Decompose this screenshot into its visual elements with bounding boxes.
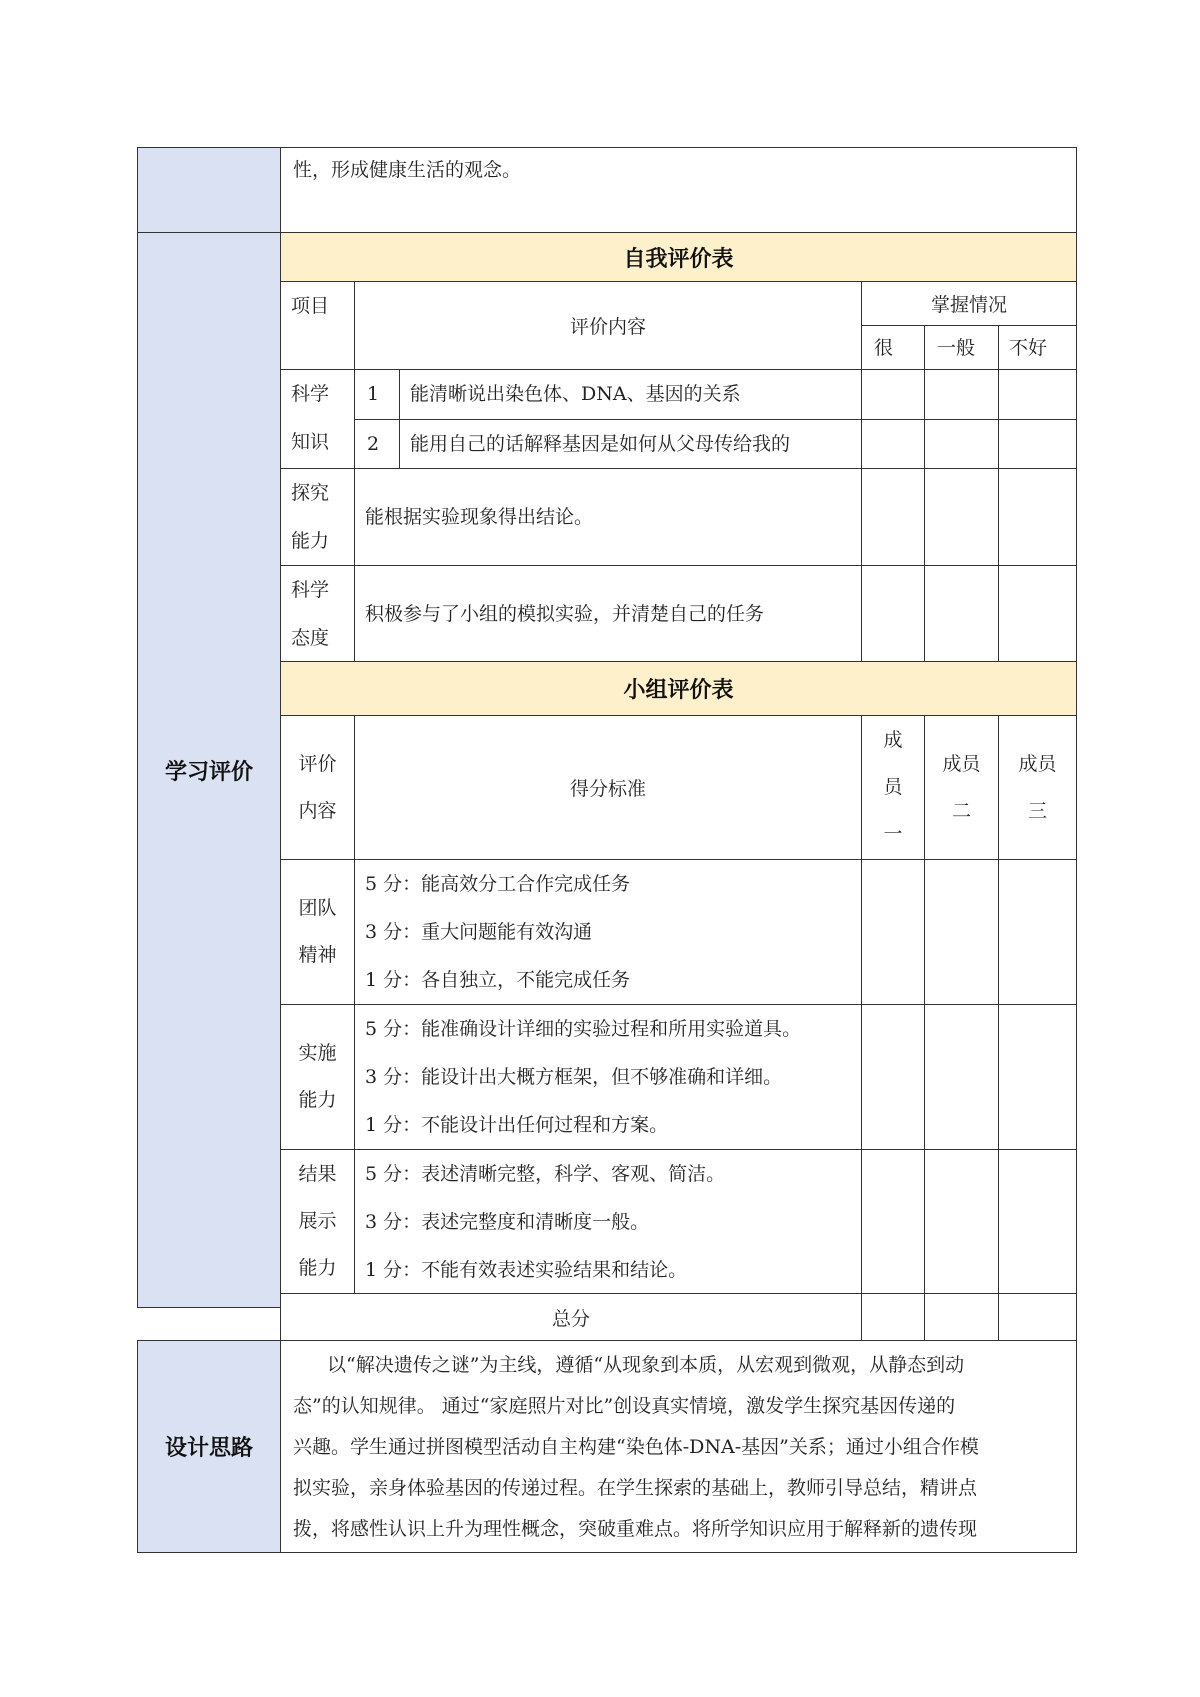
learning-eval-label: 学习评价 [137, 232, 281, 1308]
self-item-number: 1 [354, 369, 400, 420]
score-cell[interactable] [924, 1004, 999, 1150]
self-item-text: 能清晰说出染色体、DNA、基因的关系 [399, 369, 862, 420]
member-one-header: 成 员 一 [861, 715, 925, 860]
self-row-text: 能根据实验现象得出结论。 [354, 468, 862, 566]
top-side-cell [137, 147, 281, 233]
self-col-item: 项目 [280, 281, 355, 370]
group-row-criteria: 5 分：表述清晰完整，科学、客观、简洁。 3 分：表述完整度和清晰度一般。 1 分：不能有效表述实验结果和结论。 [354, 1149, 862, 1294]
rating-cell[interactable] [861, 565, 925, 662]
rating-cell[interactable] [861, 369, 925, 420]
total-cell[interactable] [861, 1293, 925, 1341]
group-col-criteria: 得分标准 [354, 715, 862, 860]
rating-cell[interactable] [924, 468, 999, 566]
self-eval-title: 自我评价表 [280, 232, 1077, 282]
score-cell[interactable] [861, 1149, 925, 1294]
total-cell[interactable] [924, 1293, 999, 1341]
design-text-cell [280, 1340, 1077, 1553]
rating-cell[interactable] [998, 369, 1077, 420]
score-cell[interactable] [998, 859, 1077, 1005]
rating-cell[interactable] [998, 565, 1077, 662]
mastery-level-poor: 不好 [998, 325, 1077, 370]
total-cell[interactable] [998, 1293, 1077, 1341]
member-three-header: 成员 三 [998, 715, 1077, 860]
score-cell[interactable] [861, 859, 925, 1005]
top-content-cell [280, 147, 1077, 233]
self-item-text: 能用自己的话解释基因是如何从父母传给我的 [399, 419, 862, 469]
self-col-mastery: 掌握情况 [861, 281, 1077, 326]
self-row-text: 积极参与了小组的模拟实验，并清楚自己的任务 [354, 565, 862, 662]
score-cell[interactable] [924, 1149, 999, 1294]
mastery-level-average: 一般 [924, 325, 999, 370]
group-row-category: 结果 展示 能力 [280, 1149, 355, 1294]
self-col-content: 评价内容 [354, 281, 862, 370]
rating-cell[interactable] [924, 369, 999, 420]
member-two-header: 成员 二 [924, 715, 999, 860]
design-line: 以“解决遗传之谜”为主线，遵循“从现象到本质，从宏观到微观，从静态到动 [327, 1354, 965, 1376]
rating-cell[interactable] [998, 468, 1077, 566]
design-line: 拨，将感性认识上升为理性概念，突破重难点。将所学知识应用于解释新的遗传现 [293, 1518, 978, 1540]
design-line: 兴趣。学生通过拼图模型活动自主构建“染色体-DNA-基因”关系；通过小组合作模 [293, 1436, 979, 1458]
self-row-category: 科学 知识 [280, 369, 355, 469]
design-line: 态”的认知规律。 通过“家庭照片对比”创设真实情境，激发学生探究基因传递的 [293, 1395, 956, 1417]
self-item-number: 2 [354, 419, 400, 469]
group-row-category: 团队 精神 [280, 859, 355, 1005]
design-label: 设计思路 [137, 1340, 281, 1553]
rating-cell[interactable] [924, 565, 999, 662]
total-label: 总分 [280, 1293, 862, 1341]
rating-cell[interactable] [998, 419, 1077, 469]
group-row-criteria: 5 分：能高效分工合作完成任务 3 分：重大问题能有效沟通 1 分：各自独立，不能完成任务 [354, 859, 862, 1005]
design-line: 拟实验，亲身体验基因的传递过程。在学生探索的基础上，教师引导总结，精讲点 [293, 1477, 978, 1499]
score-cell[interactable] [861, 1004, 925, 1150]
score-cell[interactable] [998, 1149, 1077, 1294]
rating-cell[interactable] [861, 468, 925, 566]
group-eval-title: 小组评价表 [280, 661, 1077, 716]
score-cell[interactable] [998, 1004, 1077, 1150]
self-row-category: 探究 能力 [280, 468, 355, 566]
group-row-category: 实施 能力 [280, 1004, 355, 1150]
top-text: 性，形成健康生活的观念。 [293, 159, 522, 181]
self-row-category: 科学 态度 [280, 565, 355, 662]
group-col-content: 评价 内容 [280, 715, 355, 860]
score-cell[interactable] [924, 859, 999, 1005]
rating-cell[interactable] [924, 419, 999, 469]
rating-cell[interactable] [861, 419, 925, 469]
mastery-level-good: 很 [861, 325, 925, 370]
group-row-criteria: 5 分：能准确设计详细的实验过程和所用实验道具。 3 分：能设计出大概方框架，但不够准确和详细。 1 分：不能设计出任何过程和方案。 [354, 1004, 862, 1150]
